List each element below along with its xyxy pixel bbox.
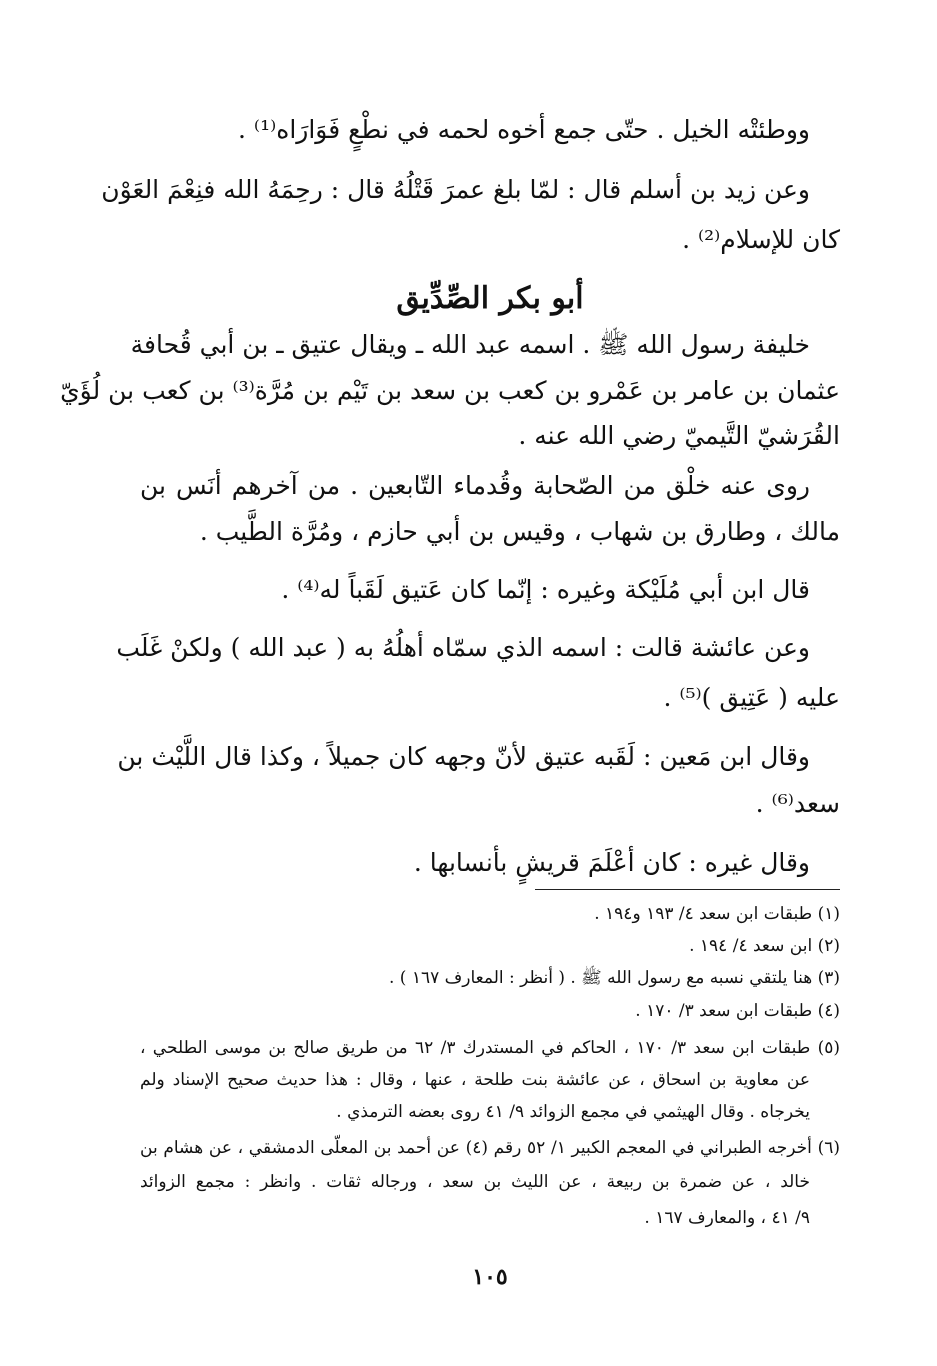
body-line-1: ووطئتْه الخيل . حتّى جمع أخوه لحمه في نطْعٍ فَوَارَاه⁽¹⁾ . <box>238 115 810 144</box>
footnote-separator <box>535 889 840 890</box>
body-line-11: عليه ( عَتِيق )⁽⁵⁾ . <box>663 683 840 712</box>
book-page <box>60 0 841 1366</box>
footnote-3: (٣) هنا يلتقي نسبه مع رسول الله ﷺ . ( أنظر : المعارف ١٦٧ ) . <box>389 968 840 988</box>
page-number: ١٠٥ <box>472 1264 508 1290</box>
body-line-5: عثمان بن عامر بن عَمْرو بن كعب بن سعد بن تَيْم بن مُرَّة⁽³⁾ بن كعب بن لُؤَيّ <box>60 376 840 405</box>
footnote-6-line-2: خالد ، عن ضمرة بن ربيعة ، عن الليث بن سعد ، ورجاله ثقات . وانظر : مجمع الزوائد <box>140 1172 810 1192</box>
body-line-10: وعن عائشة قالت : اسمه الذي سمّاه أهلُهُ به ( عبد الله ) ولكنْ غَلَب <box>116 633 810 662</box>
body-line-7: روى عنه خلْق من الصّحابة وقُدماء التّابعين . من آخرهم أنَس بن <box>140 471 810 500</box>
footnote-6-line-3: ٩/ ٤١ ، والمعارف ١٦٧ . <box>644 1208 810 1228</box>
body-line-12: وقال ابن مَعين : لَقَبه عتيق لأنّ وجهه كان جميلاً ، وكذا قال اللَّيْث بن <box>117 742 810 771</box>
body-line-8: مالك ، وطارق بن شهاب ، وقيس بن أبي حازم ، ومُرَّة الطَّيب . <box>199 517 840 546</box>
footnote-5-line-2: عن معاوية بن اسحاق ، عن عائشة بنت طلحة ، عنها ، وقال : هذا حديث صحيح الإسناد ولم <box>140 1070 810 1090</box>
footnote-5-line-3: يخرجاه . وقال الهيثمي في مجمع الزوائد ٩/ ٤١ روى بعضه الترمذي . <box>336 1102 810 1122</box>
footnote-5-line-1: (٥) طبقات ابن سعد ٣/ ١٧٠ ، الحاكم في المستدرك ٣/ ٦٢ من طريق صالح بن موسى الطلحي ، <box>140 1038 841 1058</box>
body-line-3: كان للإسلام⁽²⁾ . <box>682 225 840 254</box>
body-line-9: قال ابن أبي مُلَيْكة وغيره : إنّما كان عَتيق لَقَباً له⁽⁴⁾ . <box>281 575 810 604</box>
body-line-4: خليفة رسول الله ﷺ . اسمه عبد الله ـ ويقال عتيق ـ بن أبي قُحافة <box>130 330 810 359</box>
body-line-13: سعد⁽⁶⁾ . <box>755 789 840 818</box>
body-line-14: وقال غيره : كان أعْلَمَ قريشٍ بأنسابها . <box>413 848 810 877</box>
body-line-2: وعن زيد بن أسلم قال : لمّا بلغ عمرَ قَتْلُهُ قال : رحِمَهُ الله فنِعْمَ العَوْن <box>101 175 810 204</box>
section-heading: أبو بكر الصِّدِّيق <box>396 281 584 316</box>
footnote-4: (٤) طبقات ابن سعد ٣/ ١٧٠ . <box>635 1001 840 1021</box>
footnote-1: (١) طبقات ابن سعد ٤/ ١٩٣ و١٩٤ . <box>594 904 840 924</box>
footnote-6-line-1: (٦) أخرجه الطبراني في المعجم الكبير ١/ ٥٢ رقم (٤) عن أحمد بن المعلّى الدمشقي ، عن هشام بن <box>140 1138 841 1158</box>
footnote-2: (٢) ابن سعد ٤/ ١٩٤ . <box>689 936 840 956</box>
body-line-6: القُرَشيّ التَّيميّ رضي الله عنه . <box>518 421 840 450</box>
